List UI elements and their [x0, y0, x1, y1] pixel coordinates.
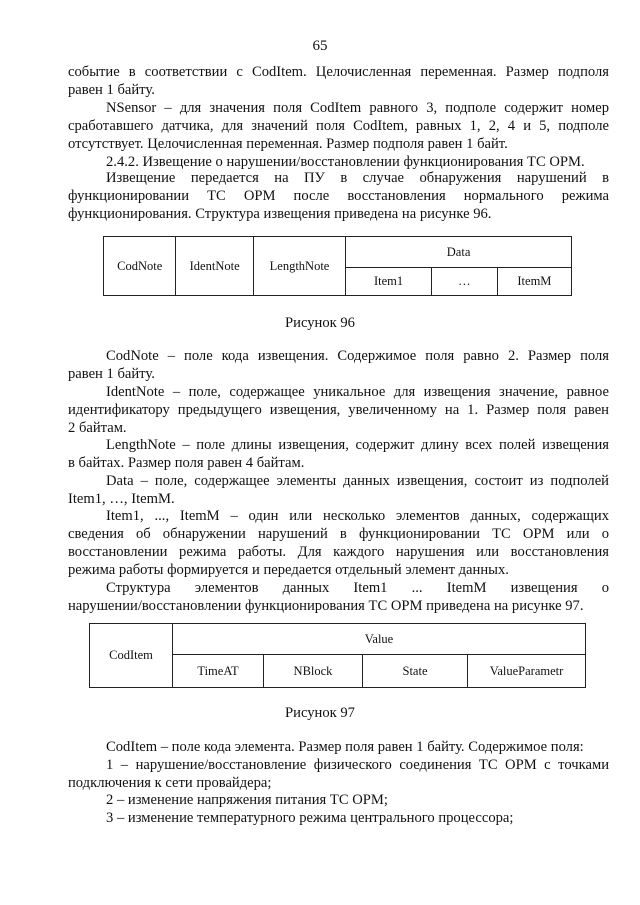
- structure-line-1: Структура элементов данных Item1 ... ItemM извещения о: [106, 580, 609, 596]
- coditem-desc-line-1: CodItem – поле кода элемента. Размер поля равен 1 байту. Содержимое поля:: [106, 739, 584, 755]
- state-header: State: [363, 655, 468, 688]
- data-desc-line-1: Data – поле, содержащее элементы данных извещения, состоит из подполей: [106, 473, 609, 489]
- value-header: Value: [173, 624, 586, 655]
- notice-line-1: Извещение передается на ПУ в случае обнаружения нарушений в: [106, 170, 609, 186]
- items-desc-line-3: восстановлении режима работы. Для каждого нарушения или восстановления: [68, 544, 609, 560]
- intro-line-2: равен 1 байту.: [68, 82, 155, 98]
- codnote-desc-line-2: равен 1 байту.: [68, 366, 155, 382]
- structure-line-2: нарушении/восстановлении функционирования ТС ОРМ приведена на рисунке 97.: [68, 598, 584, 614]
- lengthnote-desc-line-1: LengthNote – поле длины извещения, содержит длину всех полей извещения: [106, 437, 609, 453]
- nsensor-line-3: отсутствует. Целочисленная переменная. Размер подполя равен 1 байт.: [68, 136, 508, 152]
- identnote-desc-line-3: 2 байтам.: [68, 420, 127, 436]
- coditem-header: CodItem: [90, 624, 173, 688]
- itemm-header: ItemM: [497, 268, 571, 296]
- lengthnote-header: LengthNote: [253, 237, 345, 296]
- data-header: Data: [346, 237, 572, 268]
- intro-line-1: событие в соответствии с CodItem. Целочисленная переменная. Размер подполя: [68, 64, 609, 80]
- identnote-header: IdentNote: [176, 237, 253, 296]
- identnote-desc-line-2: идентификатору предыдущего извещения, увеличенному на 1. Размер поля равен: [68, 402, 609, 418]
- coditem-desc-line-4: 2 – изменение напряжения питания ТС ОРМ;: [106, 792, 388, 808]
- identnote-desc-line-1: IdentNote – поле, содержащее уникальное для извещения значение, равное: [106, 384, 609, 400]
- coditem-desc-line-2: 1 – нарушение/восстановление физического соединения ТС ОРМ с точками: [106, 757, 609, 773]
- page-number: 65: [312, 38, 328, 54]
- ellipsis-header: …: [431, 268, 497, 296]
- item1-header: Item1: [346, 268, 432, 296]
- items-desc-line-4: режима работы формируется и передается отдельный элемент данных.: [68, 562, 509, 578]
- data-desc-line-2: Item1, …, ItemM.: [68, 491, 175, 507]
- nsensor-line-2: сработавшего датчика, для значений поля CodItem, равных 1, 2, 4 и 5, подполе: [68, 118, 609, 134]
- nsensor-line-1: NSensor – для значения поля CodItem равного 3, подполе содержит номер: [106, 100, 609, 116]
- figure-97-table: [89, 623, 586, 688]
- notice-line-2: функционировании ТС ОРМ после восстановления нормального режима: [68, 188, 609, 204]
- timeat-header: TimeAT: [173, 655, 264, 688]
- figure-96-caption: Рисунок 96: [285, 315, 355, 331]
- valueparametr-header: ValueParametr: [468, 655, 586, 688]
- notice-line-3: функционирования. Структура извещения приведена на рисунке 96.: [68, 206, 492, 222]
- coditem-desc-line-5: 3 – изменение температурного режима центрального процессора;: [106, 810, 514, 826]
- nblock-header: NBlock: [264, 655, 363, 688]
- section-heading: 2.4.2. Извещение о нарушении/восстановлении функционирования ТС ОРМ.: [106, 154, 585, 170]
- figure-96-table: [103, 236, 572, 296]
- codnote-desc-line-1: CodNote – поле кода извещения. Содержимое поля равно 2. Размер поля: [106, 348, 609, 364]
- codnote-header: CodNote: [104, 237, 176, 296]
- lengthnote-desc-line-2: в байтах. Размер поля равен 4 байтам.: [68, 455, 305, 471]
- coditem-desc-line-3: подключения к сети провайдера;: [68, 775, 272, 791]
- figure-97-caption: Рисунок 97: [285, 705, 355, 721]
- items-desc-line-2: сведения об обнаружении нарушений в функционировании ТС ОРМ или о: [68, 526, 609, 542]
- items-desc-line-1: Item1, ..., ItemM – один или несколько элементов данных, содержащих: [106, 508, 609, 524]
